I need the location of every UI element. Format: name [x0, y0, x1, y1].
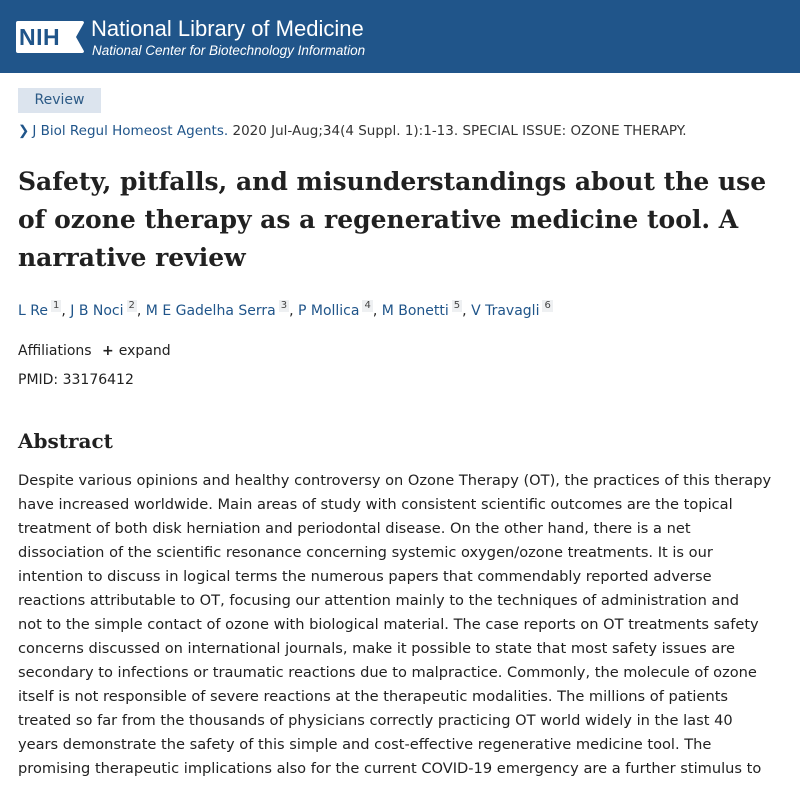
nih-logo-notch	[76, 21, 85, 53]
author-link[interactable]: L Re	[18, 303, 48, 319]
affiliation-ref[interactable]: 6	[544, 300, 551, 311]
affiliation-ref[interactable]: 4	[364, 300, 371, 311]
author-separator: ,	[136, 303, 146, 319]
expand-affiliations-button[interactable]	[102, 343, 171, 359]
org-subtitle[interactable]: National Center for Biotechnology Information	[92, 43, 366, 58]
site-header	[0, 0, 800, 73]
abstract-line: not to the simple contact of ozone with biological material. The case reports on OT treatments safety	[18, 616, 759, 633]
affiliation-ref[interactable]: 2	[128, 300, 135, 311]
author-link[interactable]: M Bonetti	[381, 303, 449, 319]
abstract-line: reactions attributable to OT, focusing our attention mainly to the techniques of administration and	[18, 592, 740, 609]
citation-details: 2020 Jul-Aug;34(4 Suppl. 1):1-13. SPECIAL ISSUE: OZONE THERAPY.	[228, 123, 687, 139]
author-separator: ,	[372, 303, 382, 319]
org-title[interactable]: National Library of Medicine	[91, 16, 364, 41]
abstract-line: Despite various opinions and healthy controversy on Ozone Therapy (OT), the practices of this therapy	[18, 472, 772, 489]
affiliation-ref[interactable]: 3	[280, 300, 288, 311]
author-separator: ,	[462, 303, 472, 319]
abstract-heading: Abstract	[18, 429, 113, 453]
journal-link[interactable]: J Biol Regul Homeost Agents.	[32, 123, 229, 139]
citation	[18, 122, 687, 140]
abstract-line: itself is not responsible of severe reactions at the therapeutic modalities. The millions of patients	[18, 688, 729, 705]
abstract-line: years demonstrate the safety of this simple and cost-effective regenerative medicine tool. The	[18, 736, 712, 753]
article-title: Safety, pitfalls, and misunderstandings about the use of ozone therapy as a regenerative medicine tool. A narrative review	[18, 167, 767, 272]
author-link[interactable]: J B Noci	[70, 303, 124, 319]
abstract-line: intention to discuss in logical terms the numerous papers that commendably reported adverse	[18, 568, 712, 585]
pmid: PMID: 33176412	[18, 372, 134, 388]
author-separator: ,	[289, 303, 298, 319]
author-list	[18, 301, 553, 321]
nih-logo[interactable]	[16, 21, 84, 53]
abstract-line: promising therapeutic implications also for the current COVID-19 emergency are a further stimulus to	[18, 760, 762, 777]
author-link[interactable]: V Travagli	[471, 303, 540, 319]
author-link[interactable]: P Mollica	[297, 303, 360, 319]
author-separator: ,	[61, 303, 71, 319]
article-type-badge: Review	[18, 88, 101, 113]
chevron-right-icon[interactable]: ❯	[18, 123, 30, 139]
plus-icon: +	[102, 343, 114, 359]
abstract-line: dissociation of the scientific resonance concerning systemic oxygen/ozone treatments. It is our	[18, 544, 713, 561]
nih-logo-text: NIH	[19, 24, 61, 50]
abstract-text	[18, 469, 788, 781]
abstract-line: treated so far from the thousands of physicians correctly practicing OT world widely in the last 40	[18, 712, 733, 729]
affiliations-label: Affiliations	[18, 343, 92, 359]
affiliations-row	[18, 341, 171, 361]
abstract-line: have increased worldwide. Main areas of study with consistent scientific outcomes are the topical	[18, 496, 733, 513]
abstract-line: concerns discussed on international journals, make it possible to state that most safety issues are	[18, 640, 735, 657]
abstract-line: secondary to infections or traumatic reactions due to malpractice. Commonly, the molecule of ozone	[18, 664, 757, 681]
expand-label: expand	[118, 343, 171, 359]
affiliation-ref[interactable]: 5	[453, 300, 461, 311]
author-link[interactable]: M E Gadelha Serra	[145, 303, 276, 319]
abstract-line: treatment of both disk herniation and periodontal disease. On the other hand, there is a net	[18, 520, 691, 537]
affiliation-ref[interactable]: 1	[52, 300, 60, 311]
